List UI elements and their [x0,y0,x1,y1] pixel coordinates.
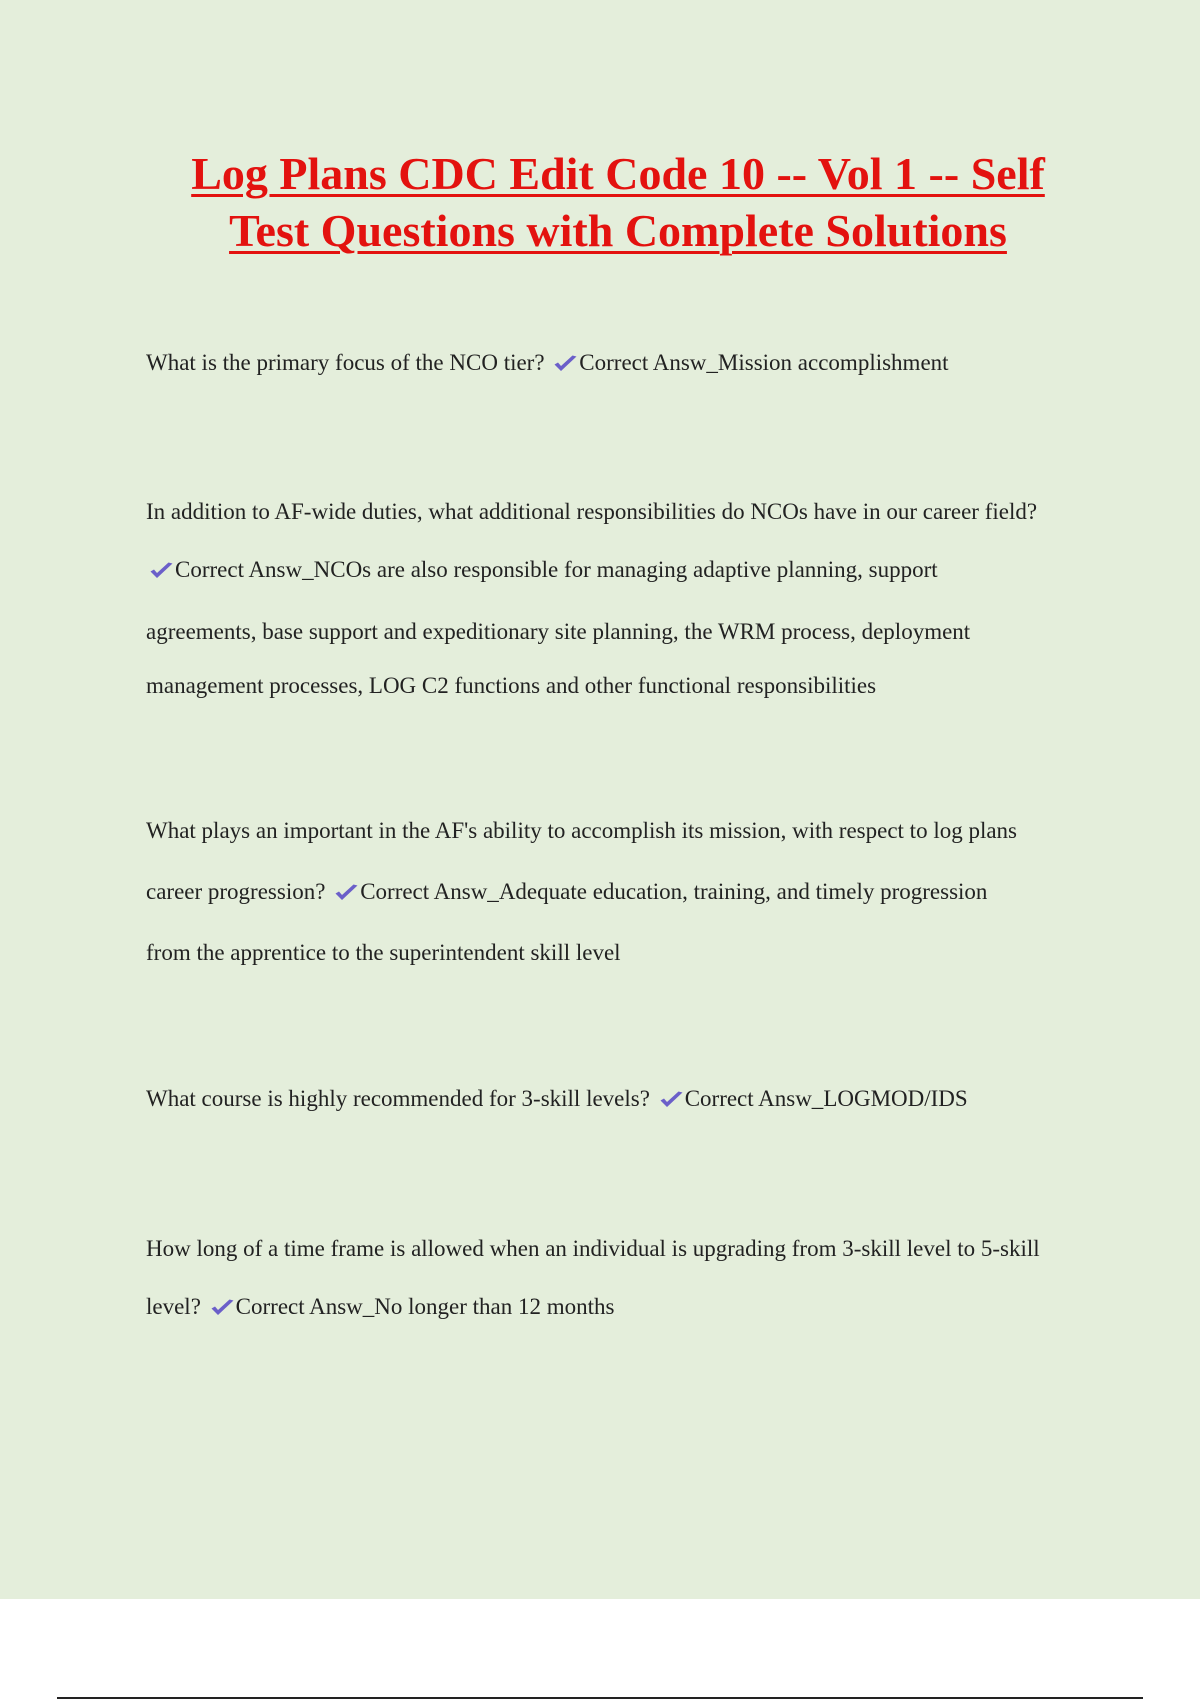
title-line-2: Test Questions with Complete Solutions [229,205,1007,256]
checkmark-icon [659,1090,684,1109]
answer-text: Adequate education, training, and timely progression [498,879,988,904]
answer-prefix: Correct Answ_ [684,1086,824,1111]
answer-text: Mission accomplishment [717,350,949,375]
qa-line [146,673,876,699]
qa-line [146,619,970,645]
answer-text: agreements, base support and expeditionary site planning, the WRM process, deployment [146,619,971,644]
checkmark-icon [553,354,578,373]
qa-line [146,557,938,583]
title-line-1: Log Plans CDC Edit Code 10 -- Vol 1 -- Self [191,148,1045,199]
checkmark-icon [334,883,359,902]
answer-prefix: Correct Answ_ [579,350,718,375]
footer-divider [57,1697,1143,1699]
qa-line [146,1236,1040,1262]
qa-line [146,940,621,966]
question-text: What plays an important in the AF's ability to accomplish its mission, with respect to log plans [146,818,1018,843]
answer-text: LOGMOD/IDS [823,1086,968,1111]
answer-prefix: Correct Answ_ [360,879,499,904]
qa-line [146,879,987,905]
question-text: What is the primary focus of the NCO tier? [146,350,551,375]
answer-text: NCOs are also responsible for managing adaptive planning, support [313,557,938,582]
checkmark-icon [210,1298,235,1317]
answer-prefix: Correct Answ_ [235,1294,375,1319]
qa-line [146,818,1017,844]
document-title [110,145,1126,259]
question-text: level? [146,1294,207,1319]
answer-text: from the apprentice to the superintendent skill level [146,940,621,965]
question-text: What course is highly recommended for 3-skill levels? [146,1086,656,1111]
qa-line [146,350,949,376]
checkmark-icon [149,561,174,580]
answer-text: management processes, LOG C2 functions and other functional responsibilities [146,673,877,698]
qa-line [146,1086,968,1112]
qa-line [146,1294,614,1320]
answer-prefix: Correct Answ_ [175,557,314,582]
qa-line [146,499,1037,525]
answer-text: No longer than 12 months [374,1294,615,1319]
question-text: How long of a time frame is allowed when an individual is upgrading from 3-skill level to 5-skill [146,1236,1040,1261]
question-text: In addition to AF-wide duties, what additional responsibilities do NCOs have in our career field? [146,499,1038,524]
question-text: career progression? [146,879,332,904]
